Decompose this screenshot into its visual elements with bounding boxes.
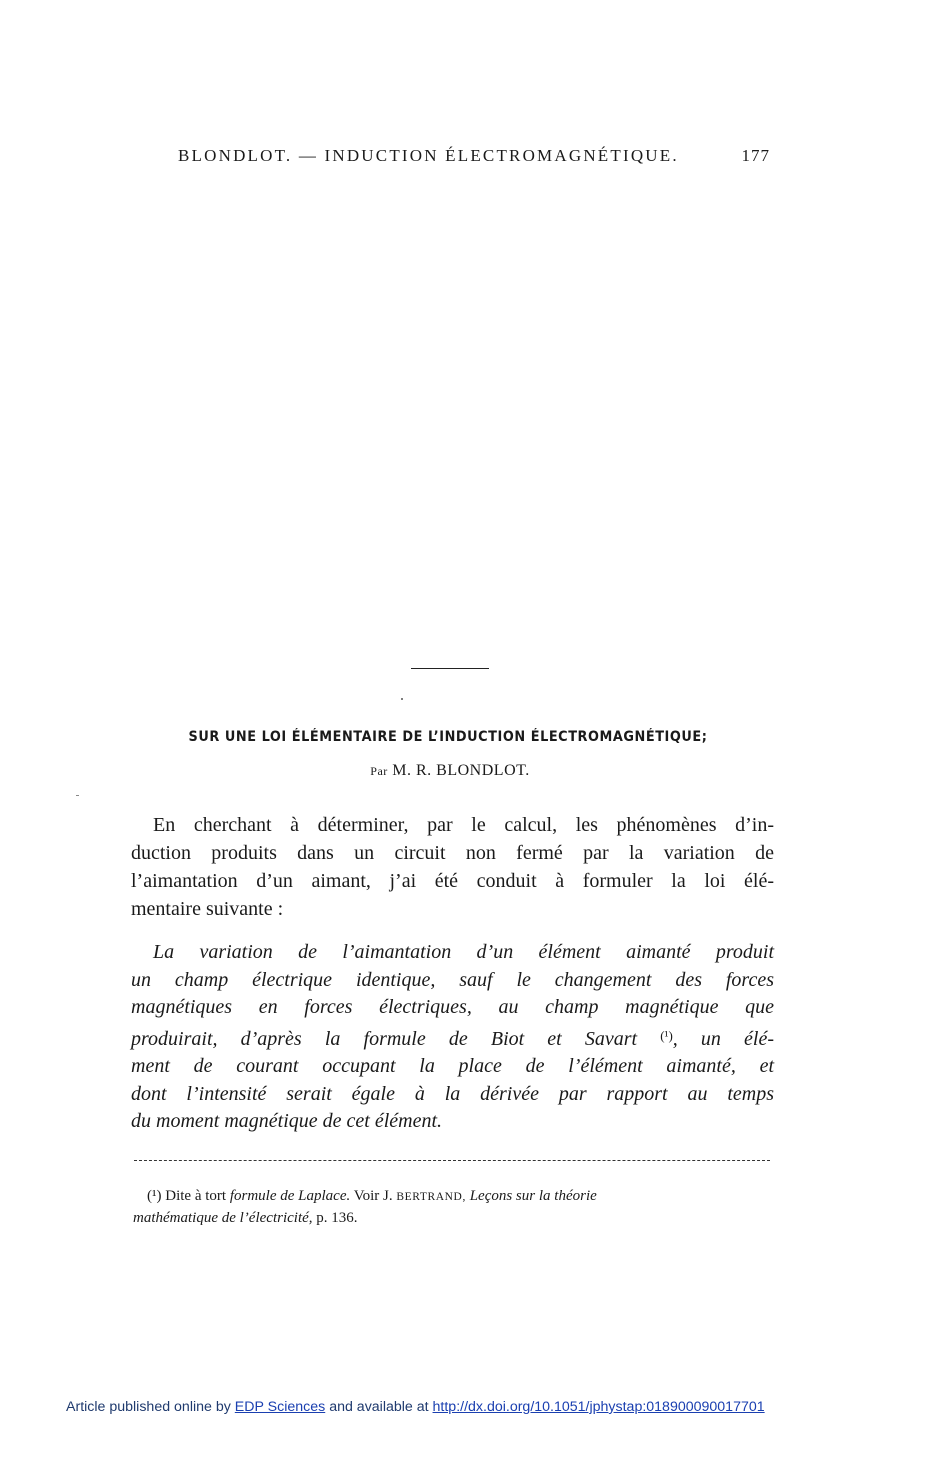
footnote-text: Voir J.: [353, 1188, 393, 1204]
byline-author: M. R. BLONDLOT.: [392, 762, 530, 779]
publisher-link[interactable]: EDP Sciences: [234, 1399, 326, 1415]
law-line: dont l’intensité serait égale à la dérivée par rapport au temps: [131, 1082, 774, 1105]
ornament-dot: [401, 698, 403, 700]
intro-paragraph: [131, 811, 774, 923]
intro-line: mentaire suivante :: [131, 898, 284, 920]
footnote-italic: formule de Laplace.: [229, 1188, 351, 1204]
law-line: La variation de l’aimantation d’un élément aimanté produit: [153, 941, 774, 963]
law-line-text: , un élé-: [672, 1027, 774, 1050]
page-number: 177: [741, 146, 770, 165]
intro-line: En cherchant à déterminer, par le calcul, les phénomènes d’in-: [153, 814, 774, 836]
footnote-reference[interactable]: (¹): [660, 1027, 673, 1043]
law-line: [131, 1022, 774, 1054]
footnote-text: Dite à tort: [165, 1188, 227, 1204]
publication-notice-text: Article published online by: [66, 1399, 231, 1415]
publication-notice-text: and available at: [329, 1399, 429, 1415]
law-line: un champ électrique identique, sauf le changement des forces: [131, 968, 774, 991]
law-line: du moment magnétique de cet élément.: [131, 1110, 443, 1132]
article-title: SUR UNE LOI ÉLÉMENTAIRE DE L’INDUCTION ÉLECTROMAGNÉTIQUE;: [188, 729, 708, 745]
margin-speck: [76, 795, 79, 796]
byline-prefix: Par: [370, 764, 388, 778]
footnote-separator: [134, 1160, 770, 1161]
doi-link[interactable]: http://dx.doi.org/10.1051/jphystap:018900090017701: [432, 1399, 765, 1415]
intro-line: l’aimantation d’un aimant, j’ai été conduit à formuler la loi élé-: [131, 870, 774, 892]
footnote-line: [133, 1186, 774, 1208]
footnote-line: [133, 1208, 774, 1229]
byline: [0, 762, 900, 780]
law-statement: [131, 939, 774, 1136]
publication-notice: [66, 1399, 765, 1415]
footnote-italic: mathématique de l’électricité,: [133, 1210, 313, 1226]
law-line: ment de courant occupant la place de l’élément aimanté, et: [131, 1055, 774, 1077]
footnote: [133, 1186, 774, 1229]
footnote-text: p. 136.: [316, 1210, 358, 1226]
running-head-title: BLONDLOT. — INDUCTION ÉLECTROMAGNÉTIQUE.: [178, 146, 679, 165]
footnote-author: BERTRAND,: [396, 1191, 466, 1203]
ornament-rule: [411, 668, 489, 669]
intro-line: duction produits dans un circuit non fermé par la variation de: [131, 842, 774, 864]
running-head: [178, 146, 770, 166]
footnote-italic: Leçons sur la théorie: [469, 1188, 597, 1204]
law-line: magnétiques en forces électriques, au champ magnétique que: [131, 996, 774, 1018]
law-line-text: produirait, d’après la formule de Biot et Savart: [131, 1027, 638, 1050]
footnote-marker: (¹): [147, 1188, 162, 1204]
